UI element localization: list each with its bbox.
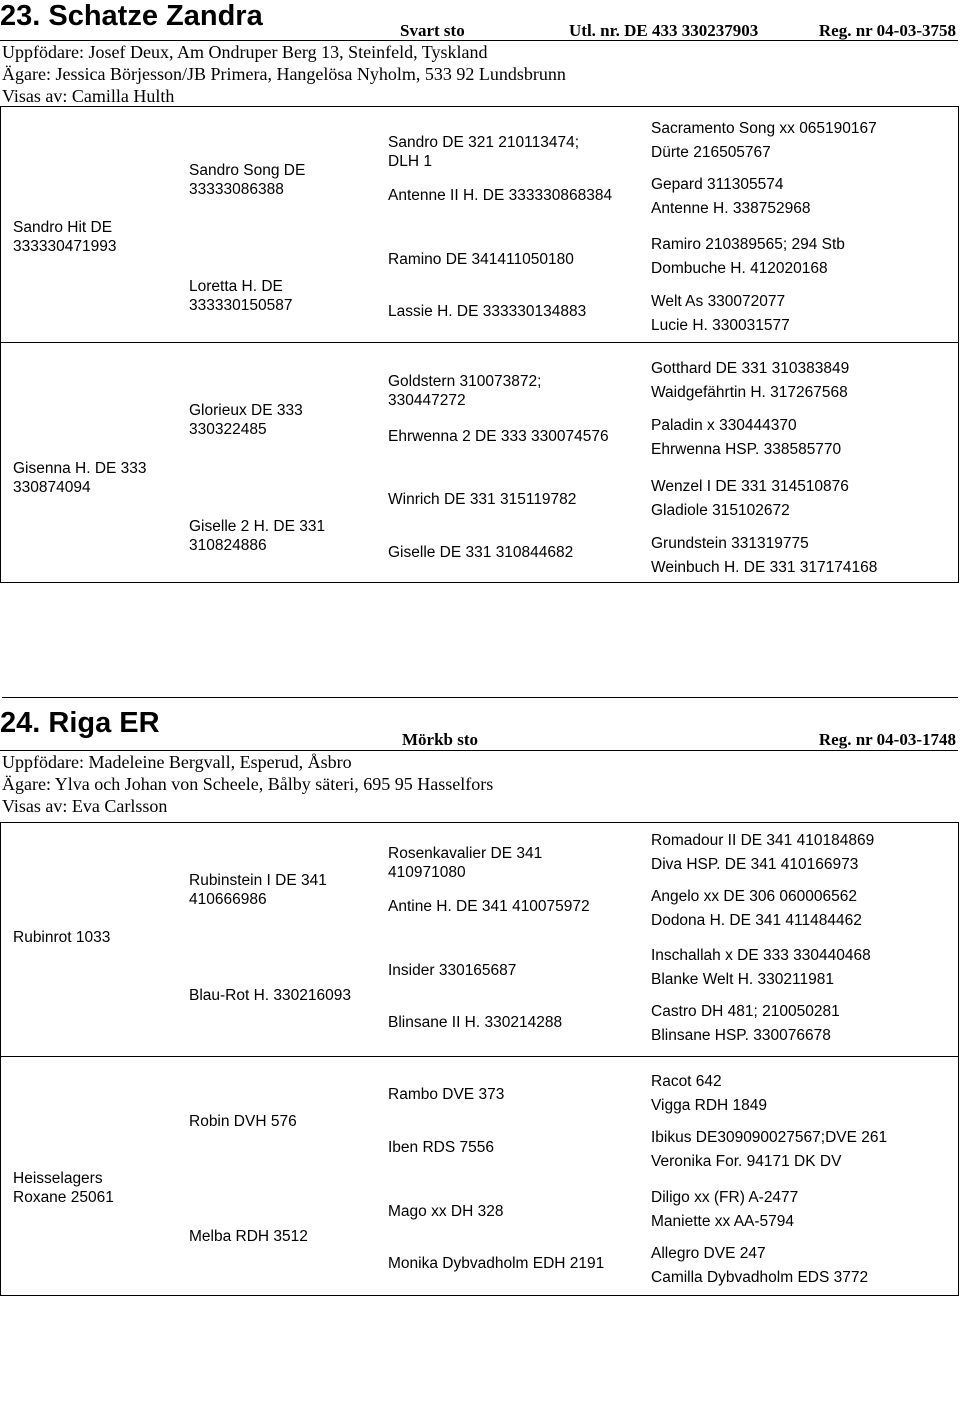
pedigree-grandparent: Melba RDH 3512 — [189, 1228, 308, 1245]
pedigree-table — [0, 822, 959, 1296]
entry-owner: Ägare: Jessica Börjesson/JB Primera, Hangelösa Nyholm, 533 92 Lundsbrunn — [2, 64, 566, 84]
pedigree-ancestor: Gepard 311305574 — [651, 176, 784, 193]
pedigree-ancestor: Blanke Welt H. 330211981 — [651, 971, 834, 988]
pedigree-grandparent: Glorieux DE 333 330322485 — [189, 402, 303, 438]
pedigree-divider — [1, 342, 958, 343]
pedigree-ancestor: Vigga RDH 1849 — [651, 1097, 768, 1114]
pedigree-grandparent: Blau-Rot H. 330216093 — [189, 987, 352, 1004]
pedigree-ancestor: Dürte 216505767 — [651, 144, 771, 161]
pedigree-ancestor: Angelo xx DE 306 060006562 — [651, 888, 857, 905]
entry-owner: Ägare: Ylva och Johan von Scheele, Bålby säteri, 695 95 Hasselfors — [2, 774, 494, 794]
pedigree-grandparent: Loretta H. DE 333330150587 — [189, 278, 293, 314]
entry-title: 23. Schatze Zandra — [0, 0, 263, 32]
pedigree-ancestor: Dombuche H. 412020168 — [651, 260, 828, 277]
entry-reg-number: Reg. nr 04-03-3758 — [818, 21, 956, 40]
entry-color: Mörkb sto — [402, 730, 479, 749]
pedigree-ancestor: Maniette xx AA-5794 — [651, 1213, 795, 1230]
pedigree-great-grandparent: Insider 330165687 — [388, 962, 517, 979]
pedigree-table — [0, 106, 959, 583]
pedigree-ancestor: Castro DH 481; 210050281 — [651, 1003, 840, 1020]
pedigree-ancestor: Diligo xx (FR) A-2477 — [651, 1189, 799, 1206]
pedigree-great-grandparent: Ehrwenna 2 DE 333 330074576 — [388, 428, 609, 445]
pedigree-great-grandparent: Iben RDS 7556 — [388, 1139, 494, 1156]
pedigree-great-grandparent: Rambo DVE 373 — [388, 1086, 505, 1103]
entry-shown-by: Visas av: Camilla Hulth — [2, 86, 175, 106]
pedigree-grandparent: Robin DVH 576 — [189, 1113, 297, 1130]
pedigree-ancestor: Paladin x 330444370 — [651, 417, 797, 434]
pedigree-great-grandparent: Antenne II H. DE 333330868384 — [388, 187, 613, 204]
pedigree-ancestor: Waidgefährtin H. 317267568 — [651, 384, 848, 401]
pedigree-grandparent: Giselle 2 H. DE 331 310824886 — [189, 518, 326, 554]
pedigree-great-grandparent: Ramino DE 341411050180 — [388, 251, 574, 268]
pedigree-ancestor: Blinsane HSP. 330076678 — [651, 1027, 831, 1044]
pedigree-great-grandparent: Monika Dybvadholm EDH 2191 — [388, 1255, 605, 1272]
pedigree-great-grandparent: Goldstern 310073872; 330447272 — [388, 373, 542, 409]
pedigree-grandparent: Rubinstein I DE 341 410666986 — [189, 872, 327, 908]
pedigree-ancestor: Allegro DVE 247 — [651, 1245, 766, 1262]
pedigree-ancestor: Romadour II DE 341 410184869 — [651, 832, 875, 849]
pedigree-ancestor: Gladiole 315102672 — [651, 502, 790, 519]
pedigree-ancestor: Racot 642 — [651, 1073, 722, 1090]
entry-utl-number: Utl. nr. DE 433 330237903 — [569, 21, 759, 40]
entry-title: 24. Riga ER — [0, 707, 160, 739]
pedigree-ancestor: Ibikus DE309090027567;DVE 261 — [651, 1129, 888, 1146]
entry-reg-number: Reg. nr 04-03-1748 — [818, 730, 956, 749]
pedigree-great-grandparent: Winrich DE 331 315119782 — [388, 491, 577, 508]
pedigree-ancestor: Welt As 330072077 — [651, 293, 786, 310]
pedigree-great-grandparent: Lassie H. DE 333330134883 — [388, 303, 587, 320]
pedigree-great-grandparent: Antine H. DE 341 410075972 — [388, 898, 590, 915]
pedigree-ancestor: Camilla Dybvadholm EDS 3772 — [651, 1269, 869, 1286]
pedigree-great-grandparent: Mago xx DH 328 — [388, 1203, 504, 1220]
pedigree-ancestor: Dodona H. DE 341 411484462 — [651, 912, 862, 929]
pedigree-ancestor: Veronika For. 94171 DK DV — [651, 1153, 842, 1170]
entry-separator-rule — [2, 697, 958, 698]
pedigree-great-grandparent: Sandro DE 321 210113474; DLH 1 — [388, 134, 580, 170]
pedigree-ancestor: Grundstein 331319775 — [651, 535, 809, 552]
pedigree-great-grandparent: Rosenkavalier DE 341 410971080 — [388, 845, 543, 881]
entry-breeder: Uppfödare: Madeleine Bergvall, Esperud, Åsbro — [2, 752, 352, 772]
pedigree-dam: Gisenna H. DE 333 330874094 — [13, 460, 147, 496]
pedigree-great-grandparent: Giselle DE 331 310844682 — [388, 544, 574, 561]
entry-color: Svart sto — [400, 21, 465, 40]
pedigree-ancestor: Inschallah x DE 333 330440468 — [651, 947, 871, 964]
pedigree-ancestor: Weinbuch H. DE 331 317174168 — [651, 559, 878, 576]
pedigree-ancestor: Ehrwenna HSP. 338585770 — [651, 441, 842, 458]
pedigree-ancestor: Sacramento Song xx 065190167 — [651, 120, 877, 137]
pedigree-ancestor: Ramiro 210389565; 294 Stb — [651, 236, 845, 253]
pedigree-dam: Heisselagers Roxane 25061 — [13, 1170, 114, 1206]
pedigree-grandparent: Sandro Song DE 33333086388 — [189, 162, 306, 198]
pedigree-ancestor: Antenne H. 338752968 — [651, 200, 811, 217]
pedigree-great-grandparent: Blinsane II H. 330214288 — [388, 1014, 563, 1031]
entry-breeder: Uppfödare: Josef Deux, Am Ondruper Berg 13, Steinfeld, Tyskland — [2, 42, 488, 62]
pedigree-sire: Rubinrot 1033 — [13, 929, 111, 946]
pedigree-ancestor: Gotthard DE 331 310383849 — [651, 360, 850, 377]
pedigree-sire: Sandro Hit DE 333330471993 — [13, 219, 117, 255]
entry-shown-by: Visas av: Eva Carlsson — [2, 796, 168, 816]
pedigree-ancestor: Diva HSP. DE 341 410166973 — [651, 856, 859, 873]
pedigree-divider — [1, 1056, 958, 1057]
pedigree-ancestor: Lucie H. 330031577 — [651, 317, 790, 334]
pedigree-ancestor: Wenzel I DE 331 314510876 — [651, 478, 849, 495]
